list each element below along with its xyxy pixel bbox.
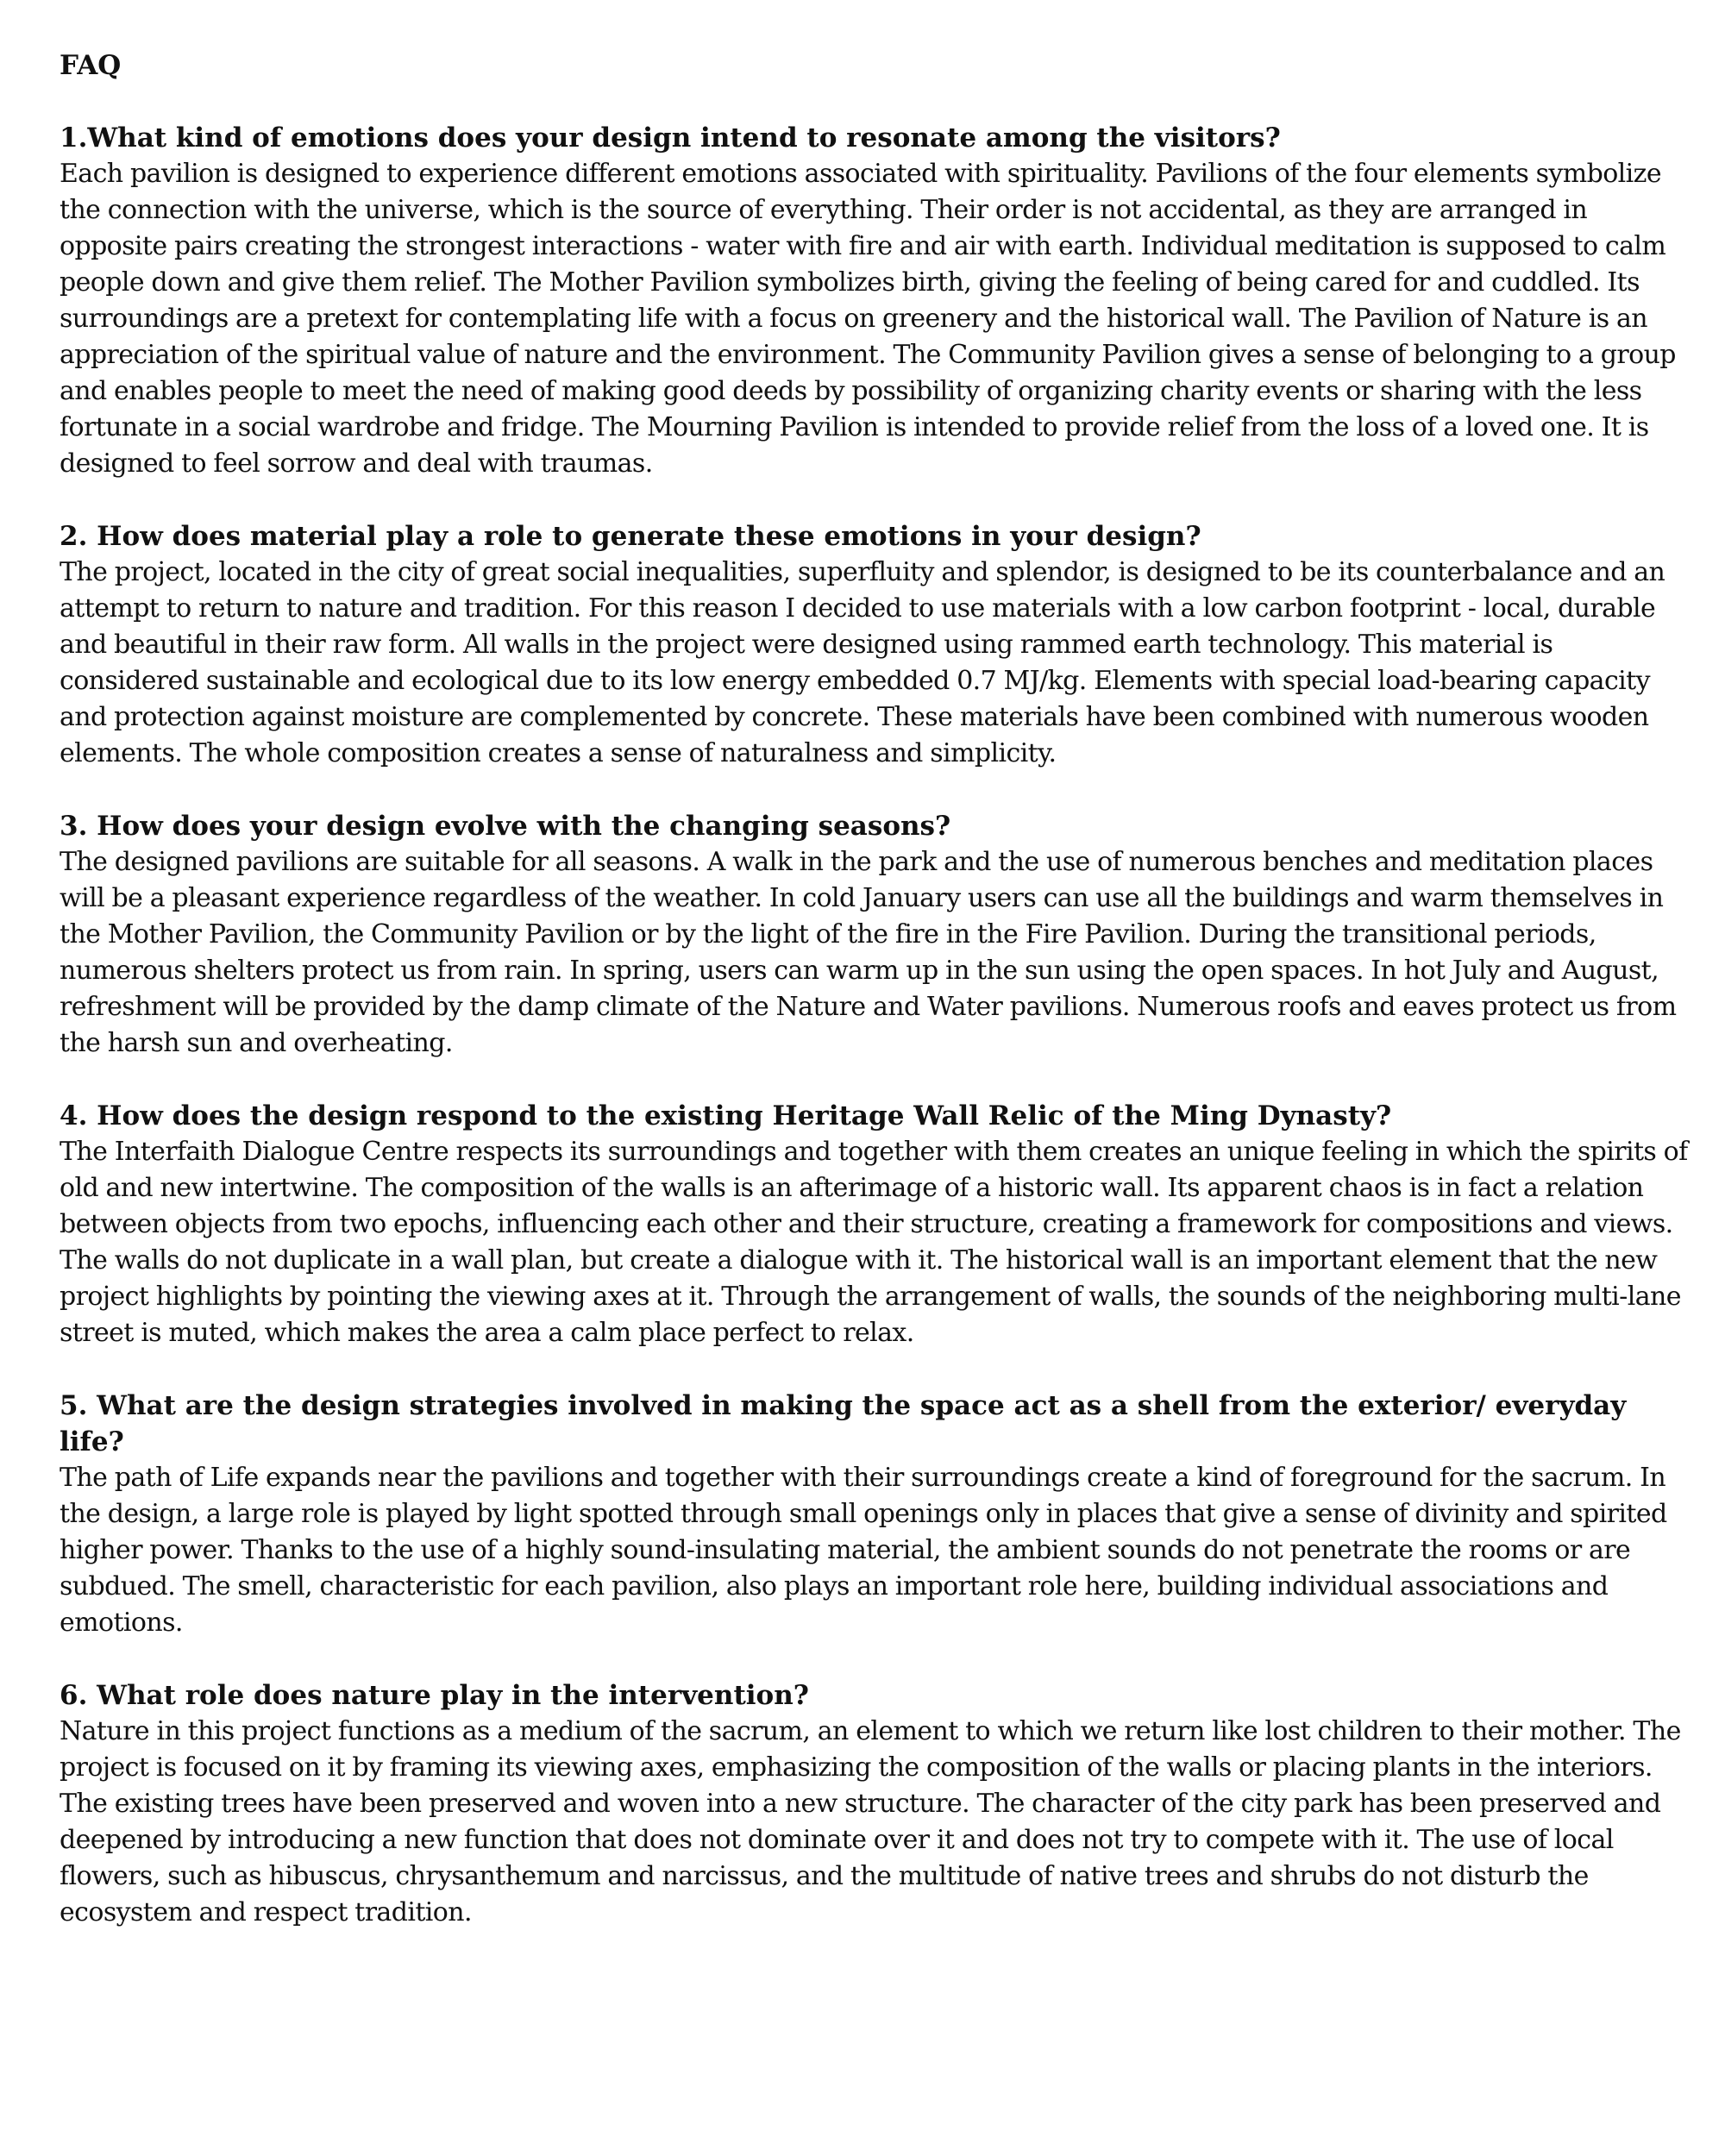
faq-item-2 <box>60 518 1690 772</box>
faq-answer-1: Each pavilion is designed to experience different emotions associated with spirituality. Pavilions of the four elements symbolize the connection with the universe, which is the source of everything. Their order is not accidental, as they are arranged in opposite pairs creating the strongest interactions - water with fire and air with earth. Individual meditation is supposed to calm people down and give them relief. The Mother Pavilion symbolizes birth, giving the feeling of being cared for and cuddled. Its surroundings are a pretext for contemplating life with a focus on greenery and the historical wall. The Pavilion of Nature is an appreciation of the spiritual value of nature and the environment. The Community Pavilion gives a sense of belonging to a group and enables people to meet the need of making good deeds by possibility of organizing charity events or sharing with the less fortunate in a social wardrobe and fridge. The Mourning Pavilion is intended to provide relief from the loss of a loved one. It is designed to feel sorrow and deal with traumas. <box>60 159 1676 479</box>
faq-item-6 <box>60 1677 1690 1931</box>
faq-answer-5: The path of Life expands near the pavilions and together with their surroundings create a kind of foreground for the sacrum. In the design, a large role is played by light spotted through small openings only in places that give a sense of divinity and spirited higher power. Thanks to the use of a highly sound-insulating material, the ambient sounds do not penetrate the rooms or are subdued. The smell, characteristic for each pavilion, also plays an important role here, building individual associations and emotions. <box>60 1463 1667 1638</box>
faq-question-1: 1.What kind of emotions does your design intend to resonate among the visitors? <box>60 122 1281 154</box>
faq-answer-2: The project, located in the city of great social inequalities, superfluity and splendor, is designed to be its counterbalance and an attempt to return to nature and tradition. For this reason I decided to use materials with a low carbon footprint - local, durable and beautiful in their raw form. All walls in the project were designed using rammed earth technology. This material is considered sustainable and ecological due to its low energy embedded 0.7 MJ/kg. Elements with special load-bearing capacity and protection against moisture are complemented by concrete. These materials have been combined with numerous wooden elements. The whole composition creates a sense of naturalness and simplicity. <box>60 557 1665 768</box>
faq-document <box>60 47 1690 1967</box>
faq-item-1 <box>60 120 1690 482</box>
faq-answer-3: The designed pavilions are suitable for all seasons. A walk in the park and the use of numerous benches and meditation places will be a pleasant experience regardless of the weather. In cold January users can use all the buildings and warm themselves in the Mother Pavilion, the Community Pavilion or by the light of the fire in the Fire Pavilion. During the transitional periods, numerous shelters protect us from rain. In spring, users can warm up in the sun using the open spaces. In hot July and August, refreshment will be provided by the damp climate of the Nature and Water pavilions. Numerous roofs and eaves protect us from the harsh sun and overheating. <box>60 847 1677 1058</box>
page-title: FAQ <box>60 50 122 81</box>
faq-question-5: 5. What are the design strategies involved in making the space act as a shell from the exterior/ everyday life? <box>60 1390 1627 1457</box>
faq-item-4 <box>60 1098 1690 1351</box>
faq-question-6: 6. What role does nature play in the intervention? <box>60 1680 809 1711</box>
faq-question-3: 3. How does your design evolve with the changing seasons? <box>60 811 951 842</box>
faq-item-3 <box>60 808 1690 1062</box>
faq-question-4: 4. How does the design respond to the existing Heritage Wall Relic of the Ming Dynasty? <box>60 1100 1392 1131</box>
faq-answer-6: Nature in this project functions as a medium of the sacrum, an element to which we return like lost children to their mother. The project is focused on it by framing its viewing axes, emphasizing the composition of the walls or placing plants in the interiors. The existing trees have been preserved and woven into a new structure. The character of the city park has been preserved and deepened by introducing a new function that does not dominate over it and does not try to compete with it. The use of local flowers, such as hibuscus, chrysanthemum and narcissus, and the multitude of native trees and shrubs do not disturb the ecosystem and respect tradition. <box>60 1716 1681 1927</box>
faq-item-5 <box>60 1388 1690 1641</box>
faq-question-2: 2. How does material play a role to generate these emotions in your design? <box>60 521 1201 552</box>
faq-answer-4: The Interfaith Dialogue Centre respects its surroundings and together with them creates an unique feeling in which the spirits of old and new intertwine. The composition of the walls is an afterimage of a historic wall. Its apparent chaos is in fact a relation between objects from two epochs, influencing each other and their structure, creating a framework for compositions and views. The walls do not duplicate in a wall plan, but create a dialogue with it. The historical wall is an important element that the new project highlights by pointing the viewing axes at it. Through the arrangement of walls, the sounds of the neighboring multi-lane street is muted, which makes the area a calm place perfect to relax. <box>60 1137 1688 1348</box>
